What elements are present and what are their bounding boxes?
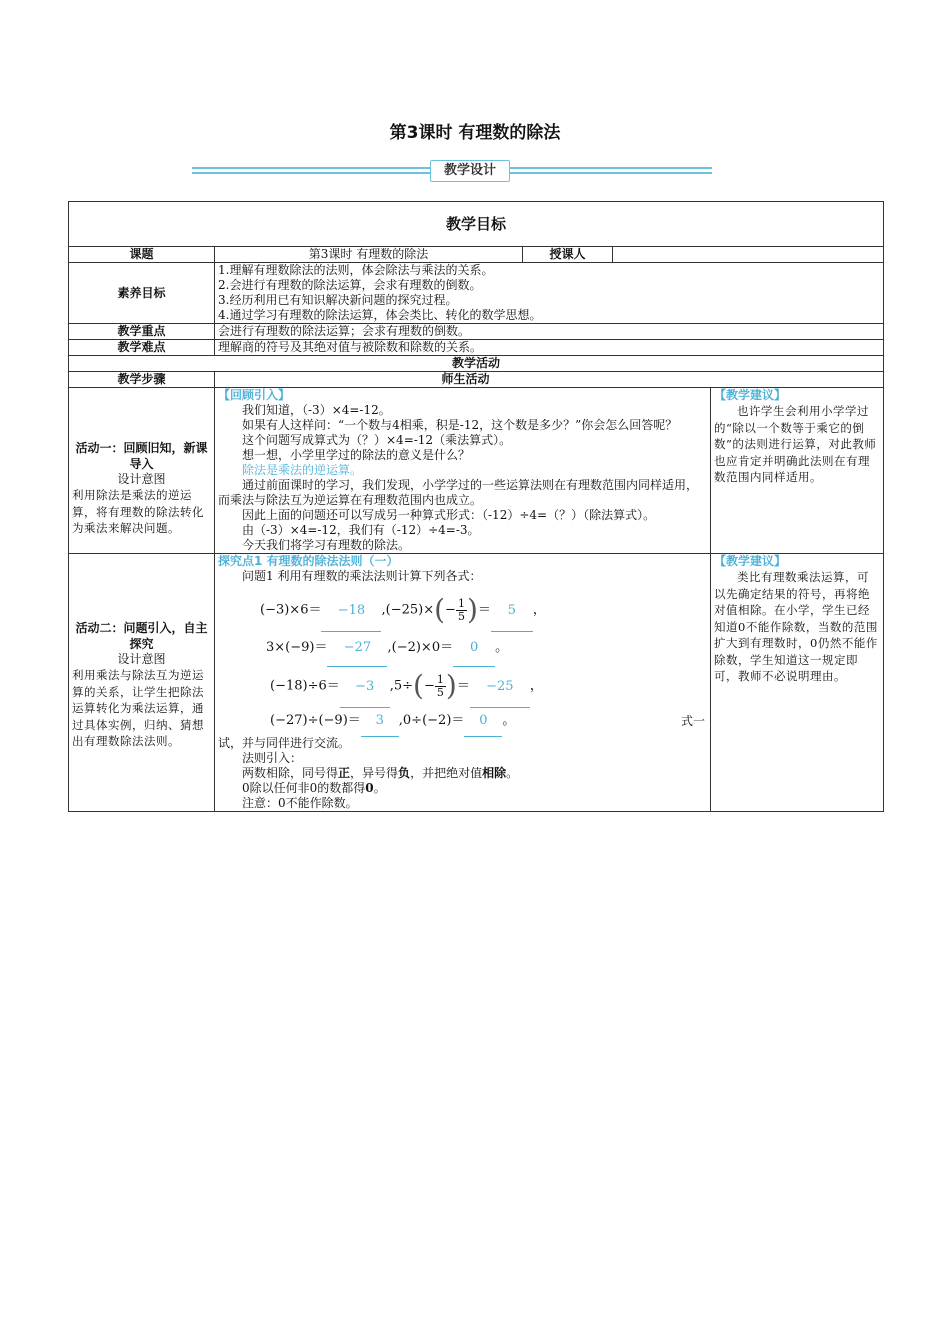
literacy-item: 1.理解有理数除法的法则，体会除法与乘法的关系。 xyxy=(218,263,494,277)
fraction xyxy=(435,674,446,699)
activity1-line: 如果有人这样问：“一个数与4相乘，积是-12，这个数是多少？”你会怎么回答呢？ xyxy=(242,418,678,432)
rule-text: 0除以任何非0的数都得 xyxy=(242,781,366,795)
teacher-value xyxy=(613,247,884,263)
activity1-highlight: 除法是乘法的逆运算。 xyxy=(242,463,363,477)
activity1-line: 想一想，小学里学过的除法的意义是什么？ xyxy=(242,448,471,462)
activity1-line: 通过前面课时的学习，我们发现，小学学过的一些运算法则在有理数范围内同样适用，而乘法与除法互为逆运算在有理数范围内也成立。 xyxy=(218,478,699,507)
activity2-tail: 试，并与同伴进行交流。 xyxy=(218,736,351,750)
equation-text: 。 xyxy=(502,713,516,728)
activity1-suggest-tag: 【教学建议】 xyxy=(714,388,787,402)
rule-note: 注意：0不能作除数。 xyxy=(242,796,358,810)
steps-label: 教学步骤 xyxy=(69,372,215,388)
equation-text: (−27)÷(−9)＝ xyxy=(270,713,361,728)
section-banner xyxy=(192,160,712,182)
equation-text: ,(−2)×0＝ xyxy=(387,640,454,655)
activity1-line: 因此上面的问题还可以写成另一种算式形式：（-12）÷4=（？）（除法算式）。 xyxy=(242,508,656,522)
fraction-denominator: 5 xyxy=(457,609,465,623)
rule-text: 。 xyxy=(506,766,519,780)
answer-blank: −25 xyxy=(470,667,530,708)
page-title: 第3课时 有理数的除法 xyxy=(389,123,561,143)
activity1-section-tag: 【回顾引入】 xyxy=(218,388,291,402)
activity2-question: 问题1 利用有理数的乘法法则计算下列各式： xyxy=(242,569,482,583)
answer-blank: 3 xyxy=(361,706,399,737)
equation-text: 3×(−9)＝ xyxy=(266,640,328,655)
equation-text: ， xyxy=(532,602,546,618)
activity2-cell xyxy=(69,554,215,812)
fraction xyxy=(456,598,467,623)
activity2-name: 活动二：问题引入，自主探究 xyxy=(75,621,208,651)
fraction-denominator: 5 xyxy=(436,685,444,699)
objectives-heading: 教学目标 xyxy=(69,202,884,247)
equation-text: ＝ xyxy=(456,678,470,694)
rule-intro: 法则引入： xyxy=(242,751,303,765)
difficulty-text: 理解商的符号及其绝对值与被除数和除数的关系。 xyxy=(215,340,884,356)
equation-text: 。 xyxy=(495,640,509,655)
teacher-student-label: 师生活动 xyxy=(215,372,884,388)
answer-blank: −3 xyxy=(340,667,390,708)
activity1-line: 这个问题写成算式为（？）×4=-12（乘法算式）。 xyxy=(242,433,512,447)
activity1-line: 我们知道，（-3）×4=-12。 xyxy=(242,403,391,417)
equation-row-2 xyxy=(218,630,707,666)
literacy-label: 素养目标 xyxy=(69,263,215,324)
rule-keyword: 相除 xyxy=(482,766,507,780)
right-paren: ) xyxy=(466,593,478,626)
equation-text: ,5÷ xyxy=(389,678,414,694)
activity2-content xyxy=(215,554,711,812)
equation-sign: − xyxy=(423,678,435,694)
activity2-design-label: 设计意图 xyxy=(117,652,166,666)
equation-sign: − xyxy=(445,602,456,618)
lesson-plan-table xyxy=(68,201,884,812)
activity1-line: 今天我们将学习有理数的除法。 xyxy=(242,538,411,552)
activity2-section-tag: 探究点1 有理数的除法法则（一） xyxy=(218,554,399,568)
answer-blank: 0 xyxy=(464,706,502,737)
rule-text: 两数相除，同号得 xyxy=(242,766,339,780)
equation-text: ＝ xyxy=(477,602,491,618)
equation-text: ,0÷(−2)＝ xyxy=(398,713,465,728)
left-paren: ( xyxy=(413,669,424,702)
difficulty-label: 教学难点 xyxy=(69,340,215,356)
answer-blank: 0 xyxy=(453,630,495,667)
banner-label: 教学设计 xyxy=(430,160,510,182)
topic-label: 课题 xyxy=(69,247,215,263)
rule-keyword: 0 xyxy=(365,781,374,795)
answer-blank: −18 xyxy=(321,591,381,632)
rule-keyword: 正 xyxy=(338,766,351,780)
literacy-goals xyxy=(215,263,884,324)
answer-blank: 5 xyxy=(491,591,533,632)
rule-text: 。 xyxy=(373,781,386,795)
activity1-name: 活动一：回顾旧知，新课导入 xyxy=(75,441,208,471)
equation-text: ,(−25)× xyxy=(381,602,435,618)
activity1-suggestion xyxy=(711,388,884,554)
teacher-label: 授课人 xyxy=(523,247,613,263)
equation-text: ， xyxy=(529,678,543,694)
rule-text: ，异号得 xyxy=(350,766,399,780)
equation-row-3 xyxy=(218,666,707,706)
fraction-numerator: 1 xyxy=(457,596,465,610)
key-point-label: 教学重点 xyxy=(69,324,215,340)
activity1-content xyxy=(215,388,711,554)
equation-text: (−3)×6＝ xyxy=(260,602,322,618)
fraction-numerator: 1 xyxy=(436,672,444,686)
activities-heading: 教学活动 xyxy=(69,356,884,372)
equation-row-4 xyxy=(218,706,707,736)
left-paren: ( xyxy=(434,593,446,626)
activity1-design-label: 设计意图 xyxy=(117,472,166,486)
rule-text: ，并把绝对值 xyxy=(410,766,483,780)
rule-keyword: 负 xyxy=(398,766,411,780)
equation-row-1 xyxy=(218,590,707,630)
equation-text: (−18)÷6＝ xyxy=(270,678,340,694)
rule-1 xyxy=(218,766,707,781)
rule-2 xyxy=(218,781,707,796)
literacy-item: 3.经历利用已有知识解决新问题的探究过程。 xyxy=(218,293,458,307)
activity1-suggest-text: 也许学生会利用小学学过的“除以一个数等于乘它的倒数”的法则进行运算，对此教师也应肯定并明确此法则在有理数范围内同样适用。 xyxy=(714,404,877,484)
activity2-design-text: 利用乘法与除法互为逆运算的关系，让学生把除法运算转化为乘法运算，通过具体实例，归纳、猜想出有理数除法法则。 xyxy=(72,668,204,748)
activity2-suggest-tag: 【教学建议】 xyxy=(714,554,787,568)
activity2-suggestion xyxy=(711,554,884,812)
activity1-cell xyxy=(69,388,215,554)
key-point-text: 会进行有理数的除法运算；会求有理数的倒数。 xyxy=(215,324,884,340)
equation-trailing-text: 式一 xyxy=(680,714,705,728)
activity1-line: 由（-3）×4=-12，我们有（-12）÷4=-3。 xyxy=(242,523,480,537)
literacy-item: 2.会进行有理数的除法运算，会求有理数的倒数。 xyxy=(218,278,482,292)
right-paren: ) xyxy=(445,669,457,702)
activity2-suggest-text: 类比有理数乘法运算，可以先确定结果的符号，再将绝对值相除。在小学，学生已经知道0不能作除数，当数的范围扩大到有理数时，0仍然不能作除数，学生知道这一规定即可，教师不必说明理由。 xyxy=(714,570,878,683)
topic-value: 第3课时 有理数的除法 xyxy=(215,247,523,263)
literacy-item: 4.通过学习有理数的除法运算，体会类比、转化的数学思想。 xyxy=(218,308,542,322)
activity1-design-text: 利用除法是乘法的逆运算，将有理数的除法转化为乘法来解决问题。 xyxy=(72,488,204,535)
answer-blank: −27 xyxy=(327,630,387,667)
